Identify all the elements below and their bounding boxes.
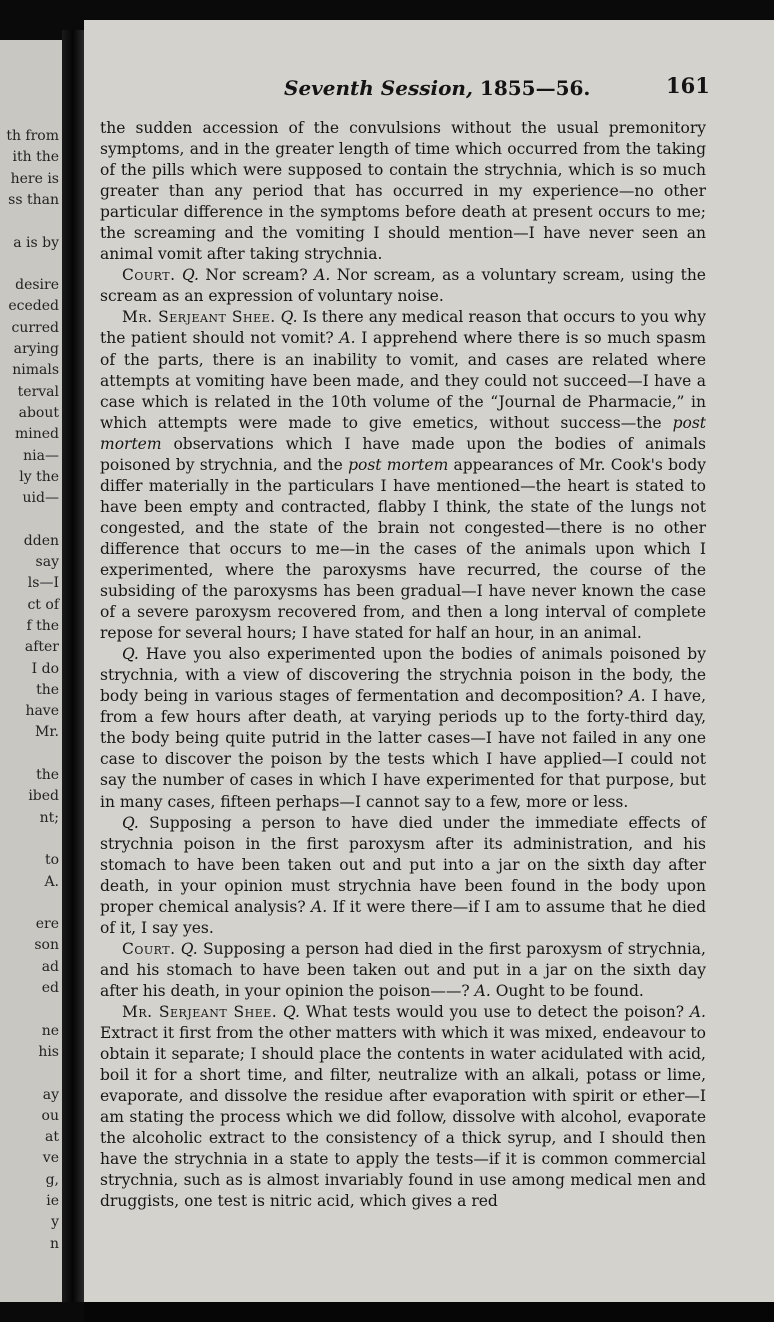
speaker-label: Mr. Serjeant Shee.	[122, 1002, 278, 1021]
facing-page-fragment: ls—I	[27, 575, 59, 592]
answer-label: A.	[311, 897, 328, 916]
facing-page-fragment: after	[24, 639, 59, 656]
facing-page-fragment: Mr.	[35, 724, 59, 741]
question-label: Q.	[283, 1002, 300, 1021]
paragraph-6	[100, 939, 706, 1002]
facing-page-fragment: ibed	[28, 788, 59, 805]
answer-text: Nor scream, as a voluntary scream, using the scream as an expression of voluntary noise.	[100, 266, 706, 306]
answer-text: I have, from a few hours after death, at varying periods up to the forty-third day, the body being quite putrid in the latter cases—I have not failed in any one case to discover the poison by the tests which I have applied—I could not say the number of cases in which I have experimented for that purpose, but in many cases, fifteen perhaps—I cannot say to a few, more or less.	[100, 687, 707, 811]
facing-page-fragment: A.	[44, 873, 59, 890]
facing-page-fragment: his	[38, 1043, 59, 1060]
facing-page-fragment: n	[49, 1235, 59, 1252]
question-text: Nor scream?	[205, 266, 308, 285]
answer-label: A.	[474, 981, 491, 1000]
answer-label: A.	[689, 1002, 706, 1021]
answer-text-part-3: appearances of Mr. Cook's body differ materially in the particulars I have mentioned—the heart is stated to have been empty and contracted, flabby I think, the state of the lungs not congested, and the state of the brain not congested—there is no other difference that occurs to me—in the cases of the animals upon which I experimented, where the paroxysms have recurred, the course of the subsiding of the paroxysms has been gradual—I have never known the case of a severe paroxysm recovered from, and then a long interval of complete repose for several hours; I have stated for half an hour, in an animal.	[100, 455, 707, 643]
facing-page-fragment: here is	[10, 170, 59, 187]
facing-page-fragment: I do	[31, 660, 59, 677]
question-text: Supposing a person to have died under the immediate effects of strychnia poison in the first paroxysm after its administration, and his stomach to have been taken out and put into a jar on the sixth day after death, in your opinion must strychnia have been found in the body upon proper chemical analysis?	[100, 813, 706, 916]
paragraph-1	[100, 118, 706, 265]
facing-page-fragment: f the	[26, 617, 59, 634]
facing-page-fragment: mined	[14, 426, 59, 443]
facing-page-fragment: to	[44, 852, 59, 869]
question-label: Q.	[122, 645, 139, 664]
facing-page-edge	[0, 40, 62, 1302]
book-gutter	[62, 30, 84, 1302]
facing-page-fragment: y	[51, 1214, 59, 1231]
book-page	[84, 20, 774, 1302]
facing-page-fragment: th from	[6, 128, 59, 144]
answer-text-part-1: I apprehend where there is so much spasm of the parts, there is an inability to vomit, and cases are related where attempts at vomiting have been made, and they could not succeed—I have a case which is related in the 10th volume of the “Journal de Pharmacie,” in which attempts were made to give emetics, without success—the	[100, 329, 706, 432]
answer-text: Extract it first from the other matters with which it was mixed, endeavour to obtain it separate; I should place the contents in water acidulated with acid, boil it for a short time, and filter, neutralize with an alkali, potass or lime, evaporate, and dissolve the residue after evaporation with spirit or ether—I am stating the process which we did follow, dissolve with alcohol, evaporate the alcoholic extract to the consistency of a thick syrup, and I should then have the strychnia in a state to apply the tests—if it is common commercial strychnia, such as is almost invariably found in use among medical men and druggists, one test is nitric acid, which gives a red	[100, 1024, 706, 1211]
paragraph-7	[100, 1002, 706, 1212]
facing-page-fragment: ly the	[19, 468, 59, 485]
facing-page-fragment: nimals	[12, 362, 59, 379]
paragraph-3	[100, 307, 706, 644]
paragraph-4	[100, 644, 706, 812]
question-label: Q.	[180, 939, 198, 958]
page-number: 161	[666, 73, 710, 98]
facing-page-fragment: nia—	[23, 447, 59, 464]
answer-label: A.	[314, 266, 331, 285]
answer-label: A.	[339, 329, 356, 348]
question-text: Is there any medical reason that occurs to you why the patient should not vomit?	[100, 308, 706, 348]
facing-page-fragment: terval	[17, 383, 59, 400]
facing-page-fragment: ith the	[12, 149, 59, 166]
page-bottom-edge	[84, 1302, 774, 1322]
running-head-year: 1855—56.	[479, 76, 591, 100]
running-head-session: Seventh Session,	[284, 76, 473, 100]
facing-page-fragment: dden	[23, 532, 59, 549]
speaker-label: Mr. Serjeant Shee.	[122, 308, 276, 327]
paragraph-2	[100, 265, 706, 307]
facing-page-fragment: ie	[46, 1193, 59, 1209]
page-header	[84, 73, 774, 102]
facing-page-fragment: uid—	[22, 490, 59, 507]
post-mortem-italic-2: post mortem	[348, 455, 449, 474]
answer-text: If it were there—if I am to assume that he died of it, I say yes.	[100, 897, 707, 937]
facing-page-fragment: ed	[41, 980, 59, 996]
facing-page-fragment: ere	[35, 916, 59, 933]
facing-page-fragment: ou	[41, 1107, 59, 1124]
question-text: Supposing a person had died in the first paroxysm of strychnia, and his stomach to have been taken out and put in a jar on the sixth day after his death, in your opinion the poison——?	[100, 939, 706, 1000]
page-body	[100, 118, 706, 1212]
facing-page-fragment: desire	[15, 277, 59, 294]
facing-page-fragment: g,	[45, 1171, 59, 1188]
facing-page-fragment: son	[34, 937, 59, 954]
facing-page-fragment: ct of	[27, 596, 59, 613]
facing-page-fragment: the	[36, 681, 59, 698]
facing-page-fragment: have	[25, 703, 59, 720]
question-text: What tests would you use to detect the poison?	[305, 1002, 685, 1021]
question-label: Q.	[122, 813, 139, 832]
speaker-label: Court.	[122, 266, 176, 285]
facing-page-fragment: ne	[41, 1022, 59, 1039]
facing-page-fragment: arying	[13, 341, 59, 357]
facing-page-fragment: ss than	[8, 191, 59, 208]
facing-page-fragment: eceded	[8, 298, 59, 315]
facing-page-fragment: nt;	[39, 809, 59, 826]
question-text: Have you also experimented upon the bodies of animals poisoned by strychnia, with a view of discovering the strychnia poison in the body, the body being in various stages of fermentation and decomposition?	[100, 645, 706, 706]
answer-text: Ought to be found.	[495, 981, 644, 1000]
facing-page-fragment: ay	[42, 1086, 59, 1103]
facing-page-fragment: about	[18, 404, 59, 421]
paragraph-text: the sudden accession of the convulsions without the usual premonitory symptoms, and in the greater length of time which occurred from the taking of the pills which were supposed to contain the strychnia, which is so much greater than any period that has occurred in my experience—no other particular difference in the symptoms before death at present occurs to me; the screaming and the vomiting I should mention—I have never seen an animal vomit after taking strychnia.	[100, 119, 706, 264]
answer-label: A.	[629, 687, 646, 706]
speaker-label: Court.	[122, 939, 176, 958]
question-label: Q.	[280, 308, 298, 327]
paragraph-5	[100, 813, 706, 939]
post-mortem-italic-1: post mortem	[100, 413, 706, 453]
answer-text-part-2: observations which I have made upon the bodies of animals poisoned by strychnia, and the	[100, 434, 706, 474]
facing-page-fragment: ve	[42, 1150, 59, 1167]
facing-page-fragment: a is by	[13, 234, 59, 251]
facing-page-fragment: ad	[41, 958, 59, 975]
facing-page-fragment: say	[35, 554, 59, 570]
facing-page-fragment: at	[45, 1129, 59, 1146]
question-label: Q.	[182, 266, 199, 285]
running-head	[284, 76, 590, 100]
facing-page-fragment: the	[36, 767, 59, 783]
facing-page-fragment: curred	[11, 319, 59, 336]
